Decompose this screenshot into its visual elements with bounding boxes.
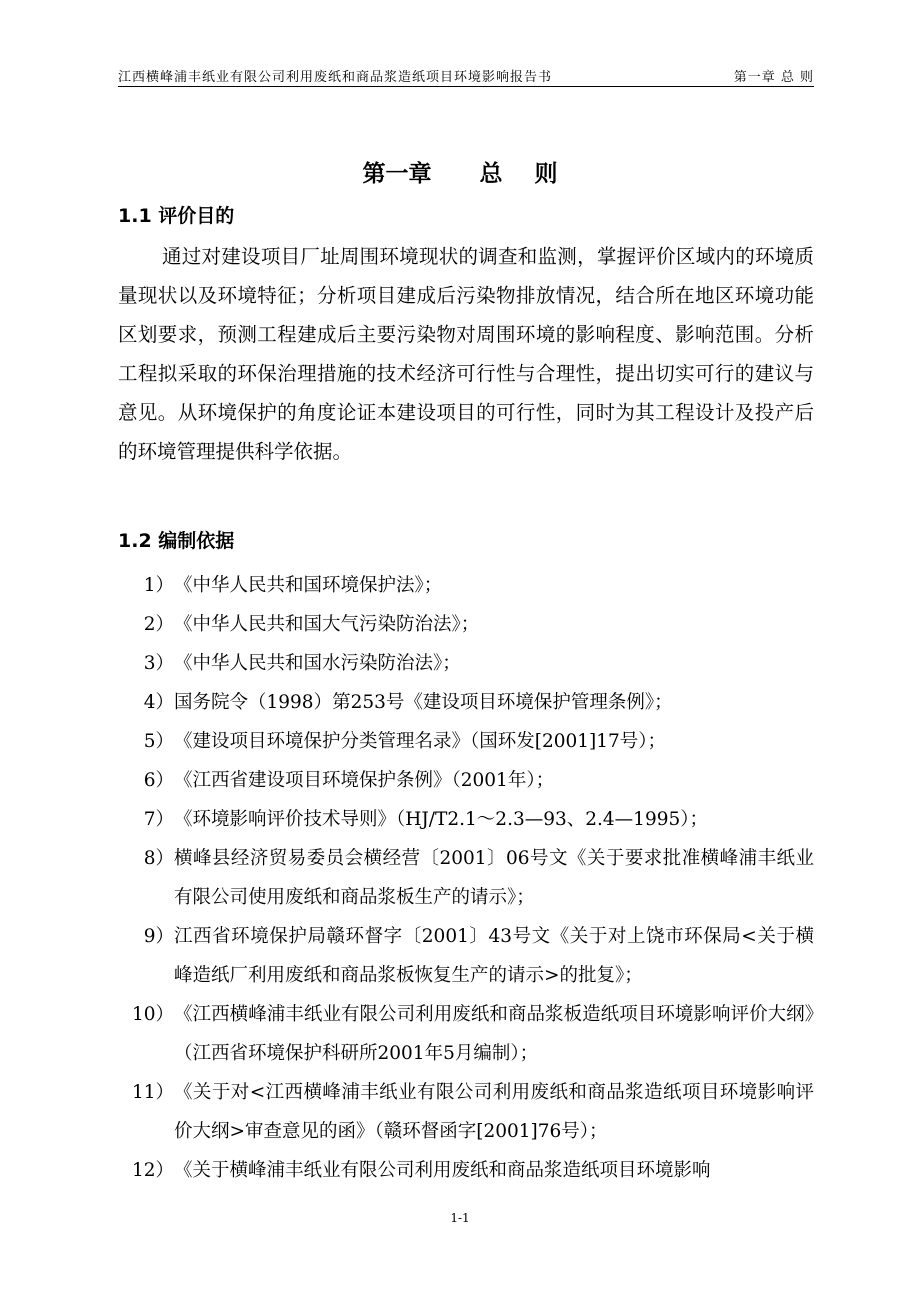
reference-number: 8） <box>143 848 174 869</box>
reference-item <box>118 917 814 995</box>
reference-number: 6） <box>143 770 174 791</box>
reference-number: 3） <box>143 653 174 674</box>
reference-item <box>118 800 814 839</box>
section-heading-basis: 1.2 编制依据 <box>118 530 235 552</box>
reference-number: 5） <box>143 731 174 752</box>
reference-number: 4） <box>143 692 174 713</box>
reference-number: 2） <box>143 614 174 635</box>
reference-text: 江西省环境保护局赣环督字〔2001〕43号文《关于对上饶市环保局<关于横峰造纸厂利用废纸和商品浆板恢复生产的请示>的批复》； <box>174 926 814 986</box>
reference-item <box>118 995 814 1073</box>
page-header <box>118 64 814 87</box>
reference-item <box>118 1073 814 1151</box>
reference-text: 《江西横峰浦丰纸业有限公司利用废纸和商品浆板造纸项目环境影响评价大纲》（江西省环境保护科研所2001年5月编制）； <box>174 1004 814 1064</box>
purpose-paragraph: 通过对建设项目厂址周围环境现状的调查和监测，掌握评价区域内的环境质量现状以及环境特征；分析项目建成后污染物排放情况，结合所在地区环境功能区划要求，预测工程建成后主要污染物对周围环境的影响程度、影响范围。分析工程拟采取的环保治理措施的技术经济可行性与合理性，提出切实可行的建议与意见。从环境保护的角度论证本建设项目的可行性，同时为其工程设计及投产后的环境管理提供科学依据。 <box>118 245 814 463</box>
header-chapter-label: 第一章 总 则 <box>733 70 814 85</box>
reference-item <box>118 644 814 683</box>
reference-number: 1） <box>143 575 174 596</box>
section-heading-purpose: 1.1 评价目的 <box>118 205 235 227</box>
reference-item <box>118 722 814 761</box>
reference-text: 《建设项目环境保护分类管理名录》（国环发[2001]17号）； <box>174 731 667 752</box>
reference-number: 12） <box>131 1160 174 1181</box>
reference-text: 横峰县经济贸易委员会横经营〔2001〕06号文《关于要求批准横峰浦丰纸业有限公司使用废纸和商品浆板生产的请示》； <box>174 848 814 908</box>
reference-text: 《关于对<江西横峰浦丰纸业有限公司利用废纸和商品浆造纸项目环境影响评价大纲>审查意见的函》（赣环督函字[2001]76号）； <box>174 1082 814 1142</box>
reference-number: 9） <box>143 926 174 947</box>
reference-item <box>118 683 814 722</box>
reference-text: 《中华人民共和国水污染防治法》； <box>174 653 461 674</box>
reference-number: 11） <box>131 1082 174 1103</box>
reference-text: 国务院令（1998）第253号《建设项目环境保护管理条例》； <box>174 692 673 713</box>
reference-item <box>118 605 814 644</box>
chapter-title: 第一章 总 则 <box>362 161 558 187</box>
reference-text: 《关于横峰浦丰纸业有限公司利用废纸和商品浆造纸项目环境影响 <box>174 1160 711 1181</box>
reference-item <box>118 1151 814 1190</box>
reference-text: 《中华人民共和国大气污染防治法》； <box>174 614 480 635</box>
reference-list <box>118 566 814 1190</box>
reference-number: 10） <box>131 1004 174 1025</box>
reference-item <box>118 566 814 605</box>
reference-number: 7） <box>143 809 174 830</box>
reference-text: 《中华人民共和国环境保护法》； <box>174 575 443 596</box>
reference-text: 《江西省建设项目环境保护条例》（2001年）； <box>174 770 555 791</box>
reference-item <box>118 761 814 800</box>
reference-item <box>118 839 814 917</box>
page-number: 1-1 <box>450 1211 470 1225</box>
reference-text: 《环境影响评价技术导则》（HJ/T2.1～2.3—93、2.4—1995）； <box>174 809 709 830</box>
header-document-title: 江西横峰浦丰纸业有限公司利用废纸和商品浆造纸项目环境影响报告书 <box>118 70 553 85</box>
